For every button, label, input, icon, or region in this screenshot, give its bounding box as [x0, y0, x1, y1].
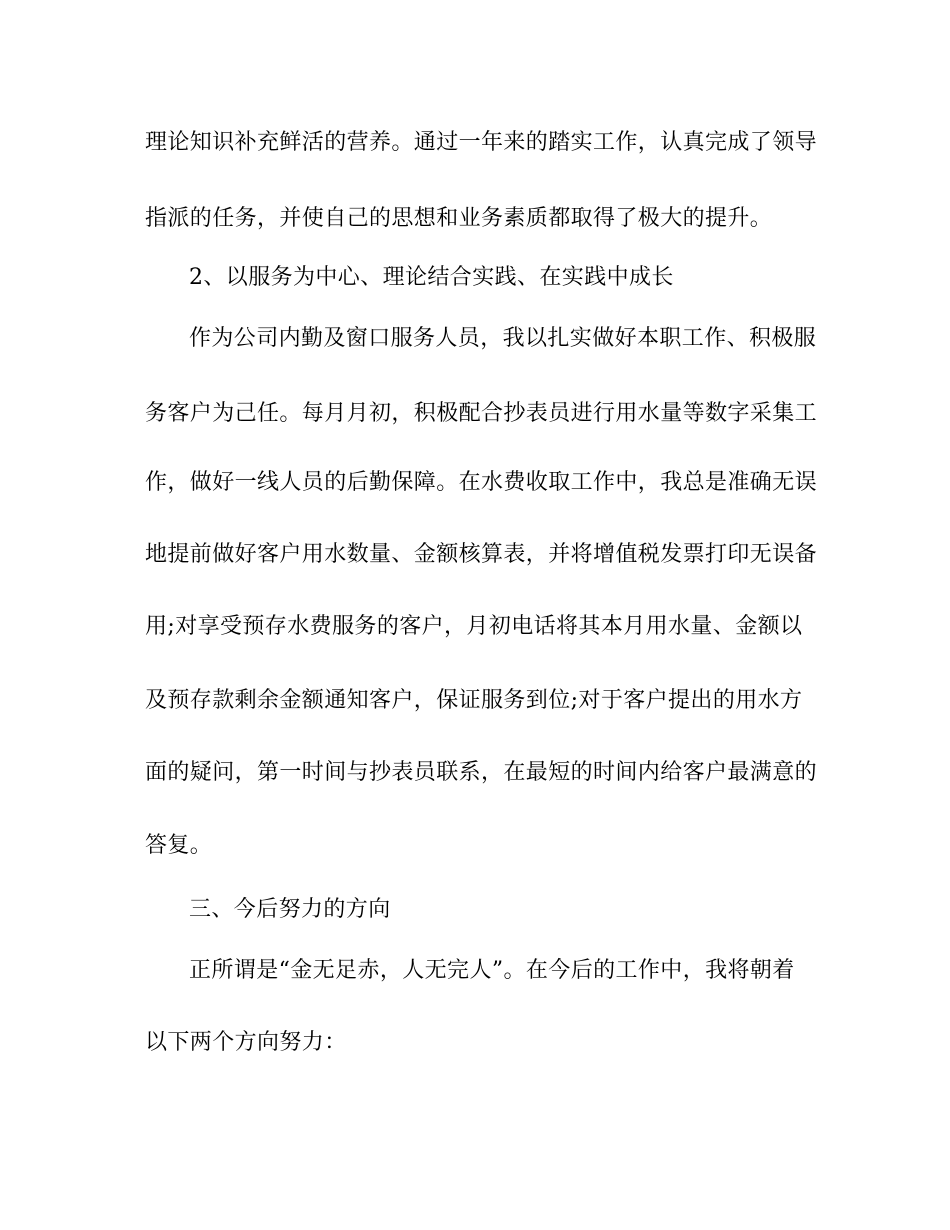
text-line: 及预存款剩余金额通知客户，保证服务到位;对于客户提出的用水方: [145, 688, 803, 713]
section-heading: 2、以服务为中心、理论结合实践、在实践中成长: [189, 265, 674, 290]
text-line: 地提前做好客户用水数量、金额核算表，并将增值税发票打印无误备: [145, 542, 818, 567]
section-heading: 三、今后努力的方向: [189, 897, 391, 922]
paragraph-start: 正所谓是“金无足赤，人无完人”。在今后的工作中，我将朝着: [189, 958, 795, 983]
text-line: 指派的任务，并使自己的思想和业务素质都取得了极大的提升。: [145, 206, 773, 231]
text-line: 面的疑问，第一时间与抄表员联系，在最短的时间内给客户最满意的: [145, 760, 818, 785]
text-line: 理论知识补充鲜活的营养。通过一年来的踏实工作，认真完成了领导: [145, 130, 818, 155]
paragraph-start: 作为公司内勤及窗口服务人员，我以扎实做好本职工作、积极服: [189, 326, 817, 351]
text-line: 作，做好一线人员的后勤保障。在水费收取工作中，我总是准确无误: [145, 470, 818, 495]
text-line: 答复。: [145, 833, 213, 858]
text-line: 务客户为己任。每月月初，积极配合抄表员进行用水量等数字采集工: [145, 401, 818, 426]
text-line: 以下两个方向努力：: [145, 1030, 347, 1055]
text-line: 用;对享受预存水费服务的客户，月初电话将其本月用水量、金额以: [145, 614, 803, 639]
